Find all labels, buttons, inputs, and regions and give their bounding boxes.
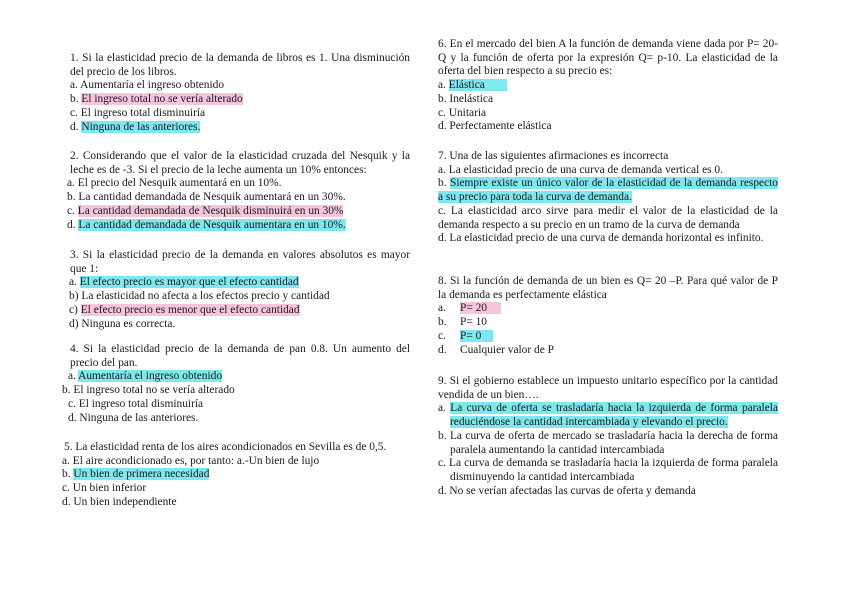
option-text: El aire acondicionado es, por tanto: a.-Un bien de lujo [72, 454, 320, 467]
question-5-option-c[interactable]: c. Un bien inferior [62, 482, 147, 495]
question-2-option-d[interactable]: d. La cantidad demandada de Nesquik aumentara en un 10%. [67, 218, 346, 231]
question-5-stem: 5. La elasticidad renta de los aires acondicionados en Sevilla es de 0,5. [64, 441, 387, 453]
option-text: Ninguna de las anteriores. [79, 411, 199, 424]
question-7 [438, 150, 778, 246]
question-1-option-c[interactable]: c. El ingreso total disminuiría [70, 106, 206, 119]
option-text: La elasticidad precio de una curva de demanda horizontal es infinito. [449, 232, 764, 245]
question-1-option-d[interactable]: d. Ninguna de las anteriores. [70, 120, 201, 133]
question-1-option-b[interactable]: b. El ingreso total no se vería alterado [70, 93, 243, 106]
option-text-highlighted: Un bien de primera necesidad [73, 468, 210, 481]
question-8-option-c[interactable]: c. P= 0 [438, 330, 778, 344]
option-text-highlighted: La cantidad demandada de Nesquik aumentara en un 10%. [78, 218, 346, 231]
question-8-option-d[interactable]: d. Cualquier valor de P [438, 343, 554, 356]
option-text: La cantidad demandada de Nesquik aumentará en un 30%. [78, 191, 346, 204]
option-text-highlighted: El efecto precio es mayor que el efecto cantidad [79, 276, 299, 289]
option-text-highlighted: P= 20 [460, 302, 501, 314]
question-1 [62, 52, 410, 134]
option-text: Aumentaría el ingreso obtenido [80, 79, 225, 92]
option-text: No se verían afectadas las curvas de oferta y demanda [449, 484, 696, 497]
option-text: La elasticidad precio de una curva de demanda vertical es 0. [448, 163, 723, 176]
option-text-highlighted: Siempre existe un único valor de la elasticidad de la demanda respecto a su precio para toda la curva de demanda. [438, 177, 778, 204]
question-4-option-d[interactable]: d. Ninguna de las anteriores. [68, 411, 199, 424]
question-1-stem: 1. Si la elasticidad precio de la demanda de libros es 1. Una disminución del precio de los libros. [70, 52, 410, 78]
option-text-highlighted: P= 0 [460, 330, 493, 342]
option-text: La curva de demanda se trasladaría hacia la izquierda de forma paralela disminuyendo la cantidad intercambiada [449, 457, 778, 483]
question-6-option-d[interactable]: d. Perfectamente elástica [438, 120, 552, 133]
option-text: La curva de oferta de mercado se trasladaría hacia la derecha de forma paralela aumentando la cantidad intercambiada [449, 429, 778, 456]
option-text: El ingreso total disminuiría [80, 106, 206, 119]
option-text: El ingreso total disminuiría [78, 397, 204, 410]
question-5-option-d[interactable]: d. Un bien independiente [62, 495, 177, 508]
option-text: El ingreso total no se vería alterado [73, 384, 235, 397]
option-text: La elasticidad arco sirve para medir el valor de la elasticidad de la demanda respecto a su precio en un tramo de la curva de demanda [438, 204, 778, 231]
question-9 [438, 375, 778, 498]
question-2-option-b[interactable]: b. La cantidad demandada de Nesquik aumentará en un 30%. [67, 191, 346, 204]
question-2-option-a[interactable]: a. El precio del Nesquik aumentará en un 10%. [67, 177, 282, 190]
question-4-option-a[interactable]: a. Aumentaría el ingreso obtenido [68, 370, 223, 383]
question-5-option-a[interactable]: a. El aire acondicionado es, por tanto: a.-Un bien de lujo [62, 454, 320, 467]
question-9-option-d[interactable]: d. No se verían afectadas las curvas de oferta y demanda [438, 484, 696, 497]
question-9-option-b[interactable]: b. La curva de oferta de mercado se trasladaría hacia la derecha de forma paralela aumentando la cantidad intercambiada [438, 429, 778, 456]
option-text: Inelástica [449, 92, 494, 105]
question-7-stem: 7. Una de las siguientes afirmaciones es incorrecta [438, 150, 669, 162]
option-text: El precio del Nesquik aumentará en un 10%. [77, 177, 282, 190]
option-text-highlighted: La cantidad demandada de Nesquik disminuirá en un 30% [77, 204, 344, 217]
question-3-stem: 3. Si la elasticidad precio de la demanda en valores absolutos es mayor que 1: [70, 249, 410, 275]
question-7-option-d[interactable]: d. La elasticidad precio de una curva de demanda horizontal es infinito. [438, 232, 764, 245]
question-6-option-a[interactable]: a. Elástica [438, 79, 778, 93]
question-9-option-c[interactable]: c. La curva de demanda se trasladaría hacia la izquierda de forma paralela disminuyendo la cantidad intercambiada [438, 457, 778, 483]
question-5-option-b[interactable]: b. Un bien de primera necesidad [62, 468, 210, 481]
question-8-stem: 8. Si la función de demanda de un bien es Q= 20 –P. Para qué valor de P la demanda es perfectamente elástica [438, 275, 778, 301]
question-3-option-c[interactable]: c) El efecto precio es menor que el efecto cantidad [69, 303, 300, 316]
question-4 [62, 343, 410, 425]
question-6-option-c[interactable]: c. Unitaria [438, 106, 487, 119]
option-text: Un bien independiente [73, 495, 177, 508]
question-8-option-a[interactable]: a. P= 20 [438, 302, 778, 316]
option-text: Unitaria [448, 106, 487, 119]
question-9-option-a[interactable]: a. La curva de oferta se trasladaría hacia la izquierda de forma paralela reduciéndose la cantidad intercambiada y elevando el precio. [438, 402, 778, 429]
question-3-option-b[interactable]: b) La elasticidad no afecta a los efectos precio y cantidad [69, 290, 330, 303]
question-6-option-b[interactable]: b. Inelástica [438, 92, 494, 105]
option-text: La elasticidad no afecta a los efectos precio y cantidad [81, 290, 330, 303]
question-4-option-c[interactable]: c. El ingreso total disminuiría [68, 397, 204, 410]
question-2-stem: 2. Considerando que el valor de la elasticidad cruzada del Nesquik y la leche es de -3. Si el precio de la leche aumenta un 10% entonces: [70, 150, 410, 176]
option-text-highlighted: Aumentaría el ingreso obtenido [78, 370, 223, 383]
question-3-option-d[interactable]: d) Ninguna es correcta. [69, 317, 176, 330]
option-text: Cualquier valor de P [460, 343, 554, 356]
question-7-option-c[interactable]: c. La elasticidad arco sirve para medir el valor de la elasticidad de la demanda respecto a su precio en un tramo de la curva de demanda [438, 204, 778, 231]
question-6 [438, 38, 778, 134]
option-text: P= 10 [460, 316, 487, 329]
option-text-highlighted: La curva de oferta se trasladaría hacia la izquierda de forma paralela reduciéndose la cantidad intercambiada y elevando el precio. [450, 402, 778, 429]
question-9-stem: 9. Si el gobierno establece un impuesto unitario específico por la cantidad vendida de un bien…. [438, 375, 778, 401]
option-text: Ninguna es correcta. [81, 317, 176, 330]
question-7-option-b[interactable]: b. Siempre existe un único valor de la elasticidad de la demanda respecto a su precio para toda la curva de demanda. [438, 177, 778, 204]
question-8 [438, 275, 778, 357]
question-4-stem: 4. Si la elasticidad precio de la demanda de pan 0.8. Un aumento del precio del pan. [70, 343, 410, 369]
question-8-option-b[interactable]: b. P= 10 [438, 316, 487, 329]
question-2 [62, 150, 410, 232]
option-text-highlighted: El ingreso total no se vería alterado [81, 93, 243, 106]
option-text-highlighted: El efecto precio es menor que el efecto cantidad [80, 303, 300, 316]
option-text-highlighted: Elástica [449, 79, 507, 91]
option-text: Un bien inferior [72, 482, 147, 495]
question-6-stem: 6. En el mercado del bien A la función de demanda viene dada por P= 20-Q y la función de oferta por la expresión Q= p-10. La elasticidad de la oferta del bien respecto a su precio es: [438, 38, 778, 78]
option-text-highlighted: Ninguna de las anteriores. [81, 120, 201, 133]
question-3 [62, 249, 410, 331]
question-4-option-b[interactable]: b. El ingreso total no se vería alterado [62, 384, 235, 397]
question-3-option-a[interactable]: a. El efecto precio es mayor que el efecto cantidad [69, 276, 299, 289]
question-5 [62, 441, 410, 510]
option-text: Perfectamente elástica [449, 120, 552, 133]
question-2-option-c[interactable]: c. La cantidad demandada de Nesquik disminuirá en un 30% [67, 204, 344, 217]
question-7-option-a[interactable]: a. La elasticidad precio de una curva de demanda vertical es 0. [438, 163, 723, 176]
question-1-option-a[interactable]: a. Aumentaría el ingreso obtenido [70, 79, 225, 92]
